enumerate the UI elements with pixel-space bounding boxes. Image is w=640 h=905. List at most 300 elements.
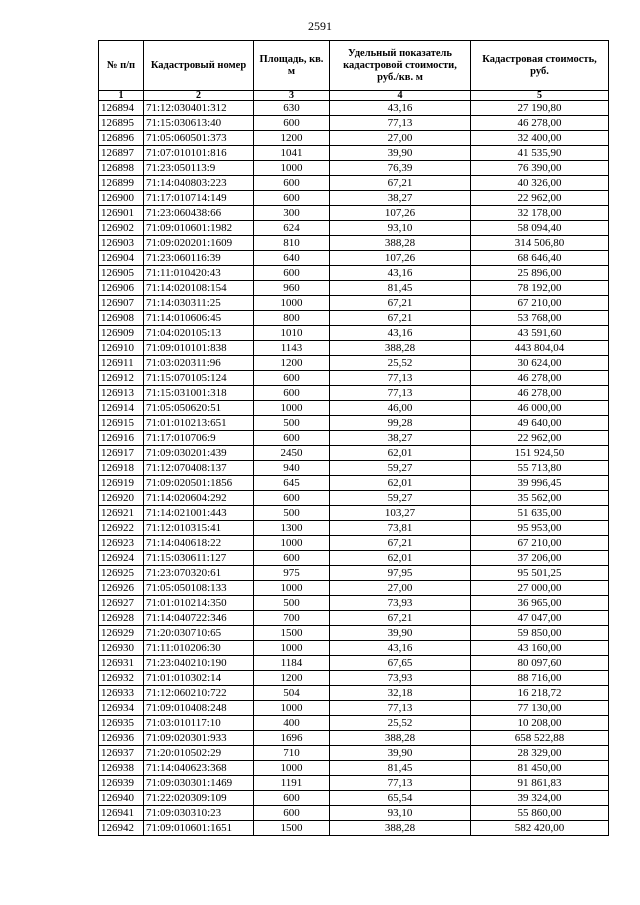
cadastral-number-cell: 71:14:040623:368 [144, 761, 254, 776]
table-row [99, 551, 609, 566]
area-cell: 1000 [254, 161, 330, 176]
row-number-cell: 126909 [99, 326, 144, 341]
table-row [99, 386, 609, 401]
cadastral-number-cell: 71:09:020501:1856 [144, 476, 254, 491]
cadastral-number-cell: 71:05:050620:51 [144, 401, 254, 416]
cadastral-number-cell: 71:14:021001:443 [144, 506, 254, 521]
row-number-cell: 126903 [99, 236, 144, 251]
cadastral-value-cell: 46 278,00 [471, 371, 609, 386]
cadastral-number-cell: 71:12:030401:312 [144, 101, 254, 116]
cadastral-number-cell: 71:09:010601:1982 [144, 221, 254, 236]
table-row [99, 686, 609, 701]
row-number-cell: 126894 [99, 101, 144, 116]
table-row [99, 221, 609, 236]
table-body [99, 101, 609, 836]
table-header-row [99, 41, 609, 91]
table-row [99, 626, 609, 641]
header-row-number: № п/п [99, 41, 144, 91]
table-row [99, 281, 609, 296]
area-cell: 1191 [254, 776, 330, 791]
row-number-cell: 126937 [99, 746, 144, 761]
cadastral-value-cell: 46 278,00 [471, 116, 609, 131]
row-number-cell: 126936 [99, 731, 144, 746]
row-number-cell: 126921 [99, 506, 144, 521]
unit-value-cell: 93,10 [330, 806, 471, 821]
table-row [99, 131, 609, 146]
cadastral-number-cell: 71:03:020311:96 [144, 356, 254, 371]
area-cell: 1000 [254, 536, 330, 551]
unit-value-cell: 73,93 [330, 596, 471, 611]
row-number-cell: 126901 [99, 206, 144, 221]
table-row [99, 356, 609, 371]
row-number-cell: 126938 [99, 761, 144, 776]
cadastral-number-cell: 71:23:060116:39 [144, 251, 254, 266]
area-cell: 1300 [254, 521, 330, 536]
table-row [99, 311, 609, 326]
table-row [99, 731, 609, 746]
cadastral-number-cell: 71:09:020201:1609 [144, 236, 254, 251]
table-row [99, 656, 609, 671]
table-row [99, 461, 609, 476]
unit-value-cell: 388,28 [330, 236, 471, 251]
table-row [99, 206, 609, 221]
row-number-cell: 126933 [99, 686, 144, 701]
table-row [99, 491, 609, 506]
unit-value-cell: 77,13 [330, 371, 471, 386]
cadastral-number-cell: 71:22:020309:109 [144, 791, 254, 806]
cadastral-number-cell: 71:01:010213:651 [144, 416, 254, 431]
table-row [99, 116, 609, 131]
area-cell: 600 [254, 806, 330, 821]
area-cell: 1010 [254, 326, 330, 341]
unit-value-cell: 67,21 [330, 296, 471, 311]
cadastral-number-cell: 71:03:010117:10 [144, 716, 254, 731]
cadastral-value-cell: 314 506,80 [471, 236, 609, 251]
table-row [99, 596, 609, 611]
cadastral-value-cell: 37 206,00 [471, 551, 609, 566]
cadastral-number-cell: 71:04:020105:13 [144, 326, 254, 341]
table-row [99, 236, 609, 251]
unit-value-cell: 388,28 [330, 341, 471, 356]
column-number: 3 [254, 91, 330, 101]
table-row [99, 401, 609, 416]
row-number-cell: 126914 [99, 401, 144, 416]
cadastral-value-cell: 67 210,00 [471, 536, 609, 551]
area-cell: 500 [254, 506, 330, 521]
table-row [99, 431, 609, 446]
unit-value-cell: 59,27 [330, 491, 471, 506]
unit-value-cell: 93,10 [330, 221, 471, 236]
area-cell: 1200 [254, 131, 330, 146]
cadastral-value-cell: 32 400,00 [471, 131, 609, 146]
area-cell: 1041 [254, 146, 330, 161]
cadastral-value-cell: 53 768,00 [471, 311, 609, 326]
row-number-cell: 126919 [99, 476, 144, 491]
table-row [99, 476, 609, 491]
cadastral-value-cell: 58 094,40 [471, 221, 609, 236]
row-number-cell: 126911 [99, 356, 144, 371]
cadastral-value-cell: 41 535,90 [471, 146, 609, 161]
unit-value-cell: 77,13 [330, 116, 471, 131]
cadastral-value-cell: 25 896,00 [471, 266, 609, 281]
table-row [99, 791, 609, 806]
unit-value-cell: 388,28 [330, 821, 471, 836]
unit-value-cell: 77,13 [330, 776, 471, 791]
cadastral-value-cell: 76 390,00 [471, 161, 609, 176]
table-row [99, 701, 609, 716]
cadastral-value-cell: 39 324,00 [471, 791, 609, 806]
area-cell: 1000 [254, 701, 330, 716]
cadastral-number-cell: 71:09:030301:1469 [144, 776, 254, 791]
cadastral-value-cell: 81 450,00 [471, 761, 609, 776]
cadastral-value-cell: 443 804,04 [471, 341, 609, 356]
cadastral-value-cell: 30 624,00 [471, 356, 609, 371]
cadastral-number-cell: 71:20:010502:29 [144, 746, 254, 761]
table-row [99, 371, 609, 386]
cadastral-value-cell: 46 278,00 [471, 386, 609, 401]
row-number-cell: 126934 [99, 701, 144, 716]
table-row [99, 176, 609, 191]
row-number-cell: 126904 [99, 251, 144, 266]
cadastral-number-cell: 71:23:050113:9 [144, 161, 254, 176]
cadastral-number-cell: 71:15:070105:124 [144, 371, 254, 386]
cadastral-value-cell: 80 097,60 [471, 656, 609, 671]
unit-value-cell: 99,28 [330, 416, 471, 431]
area-cell: 940 [254, 461, 330, 476]
cadastral-value-cell: 55 860,00 [471, 806, 609, 821]
unit-value-cell: 77,13 [330, 701, 471, 716]
cadastral-number-cell: 71:01:010302:14 [144, 671, 254, 686]
table-row [99, 611, 609, 626]
cadastral-number-cell: 71:01:010214:350 [144, 596, 254, 611]
table-row [99, 821, 609, 836]
row-number-cell: 126925 [99, 566, 144, 581]
unit-value-cell: 43,16 [330, 266, 471, 281]
cadastral-value-cell: 22 962,00 [471, 431, 609, 446]
cadastral-value-cell: 95 501,25 [471, 566, 609, 581]
table-row [99, 326, 609, 341]
cadastral-number-cell: 71:20:030710:65 [144, 626, 254, 641]
row-number-cell: 126929 [99, 626, 144, 641]
unit-value-cell: 97,95 [330, 566, 471, 581]
row-number-cell: 126906 [99, 281, 144, 296]
table-row [99, 251, 609, 266]
table-row [99, 581, 609, 596]
cadastral-value-cell: 36 965,00 [471, 596, 609, 611]
unit-value-cell: 62,01 [330, 476, 471, 491]
area-cell: 1184 [254, 656, 330, 671]
unit-value-cell: 67,21 [330, 611, 471, 626]
column-number-row [99, 91, 609, 101]
cadastral-value-cell: 43 160,00 [471, 641, 609, 656]
cadastral-number-cell: 71:09:010101:838 [144, 341, 254, 356]
row-number-cell: 126922 [99, 521, 144, 536]
table-row [99, 536, 609, 551]
row-number-cell: 126898 [99, 161, 144, 176]
unit-value-cell: 73,81 [330, 521, 471, 536]
cadastral-number-cell: 71:15:030613:40 [144, 116, 254, 131]
unit-value-cell: 67,65 [330, 656, 471, 671]
area-cell: 500 [254, 416, 330, 431]
row-number-cell: 126942 [99, 821, 144, 836]
area-cell: 600 [254, 791, 330, 806]
row-number-cell: 126928 [99, 611, 144, 626]
cadastral-number-cell: 71:12:070408:137 [144, 461, 254, 476]
table-row [99, 506, 609, 521]
cadastral-number-cell: 71:14:020108:154 [144, 281, 254, 296]
area-cell: 600 [254, 551, 330, 566]
table-row [99, 716, 609, 731]
cadastral-value-cell: 78 192,00 [471, 281, 609, 296]
area-cell: 504 [254, 686, 330, 701]
table-row [99, 446, 609, 461]
area-cell: 1143 [254, 341, 330, 356]
row-number-cell: 126931 [99, 656, 144, 671]
row-number-cell: 126910 [99, 341, 144, 356]
cadastral-value-cell: 59 850,00 [471, 626, 609, 641]
cadastral-number-cell: 71:14:040803:223 [144, 176, 254, 191]
row-number-cell: 126918 [99, 461, 144, 476]
cadastral-value-cell: 51 635,00 [471, 506, 609, 521]
row-number-cell: 126902 [99, 221, 144, 236]
cadastral-value-cell: 43 591,60 [471, 326, 609, 341]
table-row [99, 161, 609, 176]
cadastral-number-cell: 71:09:030201:439 [144, 446, 254, 461]
header-unit-value: Удельный показатель кадастровой стоимости, руб./кв. м [330, 41, 471, 91]
area-cell: 1000 [254, 401, 330, 416]
unit-value-cell: 77,13 [330, 386, 471, 401]
row-number-cell: 126935 [99, 716, 144, 731]
unit-value-cell: 39,90 [330, 746, 471, 761]
area-cell: 2450 [254, 446, 330, 461]
table-row [99, 521, 609, 536]
table-row [99, 416, 609, 431]
table-row [99, 296, 609, 311]
unit-value-cell: 65,54 [330, 791, 471, 806]
cadastral-value-cell: 46 000,00 [471, 401, 609, 416]
cadastral-value-cell: 35 562,00 [471, 491, 609, 506]
unit-value-cell: 43,16 [330, 641, 471, 656]
unit-value-cell: 81,45 [330, 281, 471, 296]
cadastral-value-cell: 68 646,40 [471, 251, 609, 266]
row-number-cell: 126916 [99, 431, 144, 446]
row-number-cell: 126897 [99, 146, 144, 161]
row-number-cell: 126913 [99, 386, 144, 401]
unit-value-cell: 59,27 [330, 461, 471, 476]
table-row [99, 101, 609, 116]
cadastral-number-cell: 71:14:040722:346 [144, 611, 254, 626]
row-number-cell: 126900 [99, 191, 144, 206]
area-cell: 600 [254, 491, 330, 506]
unit-value-cell: 67,21 [330, 311, 471, 326]
unit-value-cell: 39,90 [330, 626, 471, 641]
table-row [99, 761, 609, 776]
area-cell: 975 [254, 566, 330, 581]
area-cell: 300 [254, 206, 330, 221]
unit-value-cell: 73,93 [330, 671, 471, 686]
header-cadastral-value: Кадастровая стоимость, руб. [471, 41, 609, 91]
cadastral-number-cell: 71:23:060438:66 [144, 206, 254, 221]
area-cell: 500 [254, 596, 330, 611]
header-area: Площадь, кв. м [254, 41, 330, 91]
area-cell: 710 [254, 746, 330, 761]
table-row [99, 671, 609, 686]
row-number-cell: 126917 [99, 446, 144, 461]
cadastral-number-cell: 71:09:030310:23 [144, 806, 254, 821]
cadastral-value-cell: 55 713,80 [471, 461, 609, 476]
area-cell: 960 [254, 281, 330, 296]
cadastral-value-cell: 22 962,00 [471, 191, 609, 206]
area-cell: 1500 [254, 821, 330, 836]
row-number-cell: 126896 [99, 131, 144, 146]
cadastral-number-cell: 71:17:010714:149 [144, 191, 254, 206]
area-cell: 1000 [254, 296, 330, 311]
row-number-cell: 126915 [99, 416, 144, 431]
unit-value-cell: 38,27 [330, 191, 471, 206]
unit-value-cell: 62,01 [330, 446, 471, 461]
row-number-cell: 126940 [99, 791, 144, 806]
row-number-cell: 126895 [99, 116, 144, 131]
cadastral-number-cell: 71:09:010408:248 [144, 701, 254, 716]
cadastral-number-cell: 71:09:010601:1651 [144, 821, 254, 836]
row-number-cell: 126912 [99, 371, 144, 386]
row-number-cell: 126905 [99, 266, 144, 281]
row-number-cell: 126941 [99, 806, 144, 821]
column-number: 1 [99, 91, 144, 101]
cadastral-number-cell: 71:11:010420:43 [144, 266, 254, 281]
area-cell: 600 [254, 116, 330, 131]
unit-value-cell: 388,28 [330, 731, 471, 746]
unit-value-cell: 107,26 [330, 206, 471, 221]
column-number: 5 [471, 91, 609, 101]
unit-value-cell: 81,45 [330, 761, 471, 776]
row-number-cell: 126920 [99, 491, 144, 506]
cadastral-value-cell: 39 996,45 [471, 476, 609, 491]
row-number-cell: 126899 [99, 176, 144, 191]
area-cell: 624 [254, 221, 330, 236]
cadastral-number-cell: 71:14:030311:25 [144, 296, 254, 311]
unit-value-cell: 27,00 [330, 131, 471, 146]
cadastral-number-cell: 71:23:040210:190 [144, 656, 254, 671]
header-cadastral-number: Кадастровый номер [144, 41, 254, 91]
cadastral-value-cell: 91 861,83 [471, 776, 609, 791]
unit-value-cell: 25,52 [330, 356, 471, 371]
cadastral-number-cell: 71:11:010206:30 [144, 641, 254, 656]
area-cell: 800 [254, 311, 330, 326]
cadastral-number-cell: 71:14:040618:22 [144, 536, 254, 551]
cadastral-value-cell: 88 716,00 [471, 671, 609, 686]
area-cell: 1696 [254, 731, 330, 746]
cadastral-number-cell: 71:12:060210:722 [144, 686, 254, 701]
cadastral-number-cell: 71:14:020604:292 [144, 491, 254, 506]
area-cell: 1000 [254, 581, 330, 596]
cadastral-value-cell: 16 218,72 [471, 686, 609, 701]
unit-value-cell: 27,00 [330, 581, 471, 596]
cadastral-number-cell: 71:23:070320:61 [144, 566, 254, 581]
unit-value-cell: 107,26 [330, 251, 471, 266]
row-number-cell: 126930 [99, 641, 144, 656]
table-row [99, 266, 609, 281]
cadastral-number-cell: 71:17:010706:9 [144, 431, 254, 446]
cadastral-number-cell: 71:05:060501:373 [144, 131, 254, 146]
unit-value-cell: 67,21 [330, 176, 471, 191]
unit-value-cell: 25,52 [330, 716, 471, 731]
cadastral-value-cell: 32 178,00 [471, 206, 609, 221]
unit-value-cell: 39,90 [330, 146, 471, 161]
cadastral-value-cell: 151 924,50 [471, 446, 609, 461]
row-number-cell: 126926 [99, 581, 144, 596]
cadastral-number-cell: 71:15:030611:127 [144, 551, 254, 566]
cadastral-value-cell: 658 522,88 [471, 731, 609, 746]
row-number-cell: 126923 [99, 536, 144, 551]
column-number: 2 [144, 91, 254, 101]
unit-value-cell: 62,01 [330, 551, 471, 566]
area-cell: 600 [254, 176, 330, 191]
unit-value-cell: 43,16 [330, 326, 471, 341]
cadastral-number-cell: 71:14:010606:45 [144, 311, 254, 326]
cadastral-value-cell: 28 329,00 [471, 746, 609, 761]
cadastral-value-cell: 582 420,00 [471, 821, 609, 836]
cadastral-value-cell: 40 326,00 [471, 176, 609, 191]
table-row [99, 341, 609, 356]
table-row [99, 146, 609, 161]
page-number: 2591 [308, 19, 332, 33]
cadastral-value-cell: 95 953,00 [471, 521, 609, 536]
area-cell: 400 [254, 716, 330, 731]
table-row [99, 191, 609, 206]
unit-value-cell: 32,18 [330, 686, 471, 701]
area-cell: 700 [254, 611, 330, 626]
area-cell: 600 [254, 191, 330, 206]
table-row [99, 806, 609, 821]
area-cell: 1000 [254, 641, 330, 656]
cadastral-value-table [98, 40, 609, 836]
unit-value-cell: 103,27 [330, 506, 471, 521]
row-number-cell: 126907 [99, 296, 144, 311]
cadastral-value-cell: 27 190,80 [471, 101, 609, 116]
row-number-cell: 126932 [99, 671, 144, 686]
cadastral-value-cell: 47 047,00 [471, 611, 609, 626]
area-cell: 600 [254, 386, 330, 401]
cadastral-value-cell: 27 000,00 [471, 581, 609, 596]
cadastral-number-cell: 71:12:010315:41 [144, 521, 254, 536]
area-cell: 600 [254, 371, 330, 386]
column-number: 4 [330, 91, 471, 101]
row-number-cell: 126927 [99, 596, 144, 611]
area-cell: 600 [254, 266, 330, 281]
row-number-cell: 126908 [99, 311, 144, 326]
cadastral-number-cell: 71:09:020301:933 [144, 731, 254, 746]
area-cell: 1200 [254, 356, 330, 371]
area-cell: 1200 [254, 671, 330, 686]
cadastral-value-cell: 10 208,00 [471, 716, 609, 731]
cadastral-value-cell: 77 130,00 [471, 701, 609, 716]
unit-value-cell: 76,39 [330, 161, 471, 176]
area-cell: 640 [254, 251, 330, 266]
cadastral-value-cell: 67 210,00 [471, 296, 609, 311]
area-cell: 1500 [254, 626, 330, 641]
unit-value-cell: 67,21 [330, 536, 471, 551]
row-number-cell: 126939 [99, 776, 144, 791]
table-row [99, 566, 609, 581]
area-cell: 600 [254, 431, 330, 446]
table-row [99, 746, 609, 761]
row-number-cell: 126924 [99, 551, 144, 566]
table-row [99, 641, 609, 656]
unit-value-cell: 46,00 [330, 401, 471, 416]
area-cell: 645 [254, 476, 330, 491]
cadastral-number-cell: 71:15:031001:318 [144, 386, 254, 401]
